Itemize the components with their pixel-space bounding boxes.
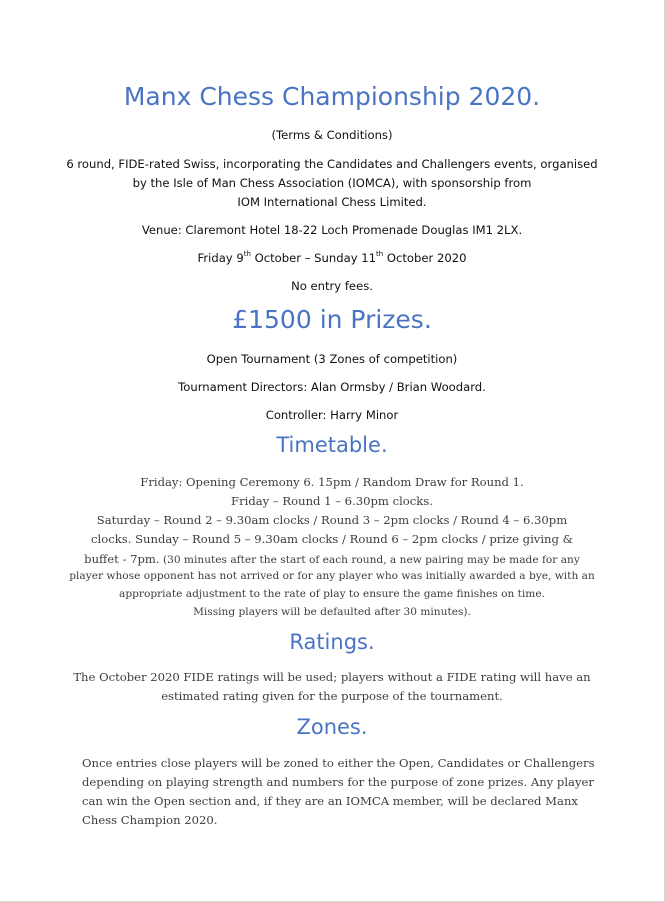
zones-line: Once entries close players will be zoned to either the Open, Candidates or Challengers [82,756,595,770]
timetable-heading: Timetable. [276,433,388,457]
zones-paragraph [82,754,595,830]
directors-line: Tournament Directors: Alan Ormsby / Brian Woodard. [178,380,486,394]
open-tournament-line: Open Tournament (3 Zones of competition) [206,352,458,366]
controller-line: Controller: Harry Minor [265,408,399,422]
timetable-line: Friday – Round 1 – 6.30pm clocks. [231,494,433,508]
dates-line [0,251,664,265]
buffet-text: buffet - 7pm. [84,552,160,566]
intro-line: IOM International Chess Limited. [237,195,427,209]
prizes-heading: £1500 in Prizes. [232,305,432,334]
ratings-line: estimated rating given for the purpose of the tournament. [161,689,503,703]
dates-part: October 2020 [383,251,467,265]
dates-part: Friday 9 [197,251,244,265]
timetable-note-line: player whose opponent has not arrived or for any player who was initially awarded a bye, with an [69,570,595,582]
ratings-line: The October 2020 FIDE ratings will be used; players without a FIDE rating will have an [73,670,591,684]
zones-line: Chess Champion 2020. [82,813,218,827]
document-subtitle: (Terms & Conditions) [271,128,393,142]
venue-line: Venue: Claremont Hotel 18-22 Loch Promenade Douglas IM1 2LX. [141,223,523,237]
document-title: Manx Chess Championship 2020. [123,82,541,111]
timetable-note-start: (30 minutes after the start of each round, a new pairing may be made for any [162,554,580,566]
timetable-buffet-line [0,552,664,566]
zones-line: can win the Open section and, if they are an IOMCA member, will be declared Manx [82,794,578,808]
dates-sup: th [243,250,251,258]
entry-fees: No entry fees. [291,279,373,293]
timetable-note-line: Missing players will be defaulted after 30 minutes). [193,606,471,618]
timetable-line: clocks. Sunday – Round 5 – 9.30am clocks / Round 6 – 2pm clocks / prize giving & [91,532,573,546]
zones-line: depending on playing strength and numbers for the purpose of zone prizes. Any player [82,775,594,789]
intro-line: by the Isle of Man Chess Association (IOMCA), with sponsorship from [132,176,532,190]
dates-part: October – Sunday 11 [250,251,376,265]
ratings-heading: Ratings. [289,630,375,654]
intro-line: 6 round, FIDE-rated Swiss, incorporating the Candidates and Challengers events, organised [66,157,598,171]
timetable-note-line: appropriate adjustment to the rate of play to ensure the game finishes on time. [119,588,545,600]
zones-heading: Zones. [296,715,368,739]
dates-sup: th [376,250,384,258]
timetable-line: Friday: Opening Ceremony 6. 15pm / Random Draw for Round 1. [140,475,524,489]
timetable-line: Saturday – Round 2 – 9.30am clocks / Round 3 – 2pm clocks / Round 4 – 6.30pm [96,513,568,527]
